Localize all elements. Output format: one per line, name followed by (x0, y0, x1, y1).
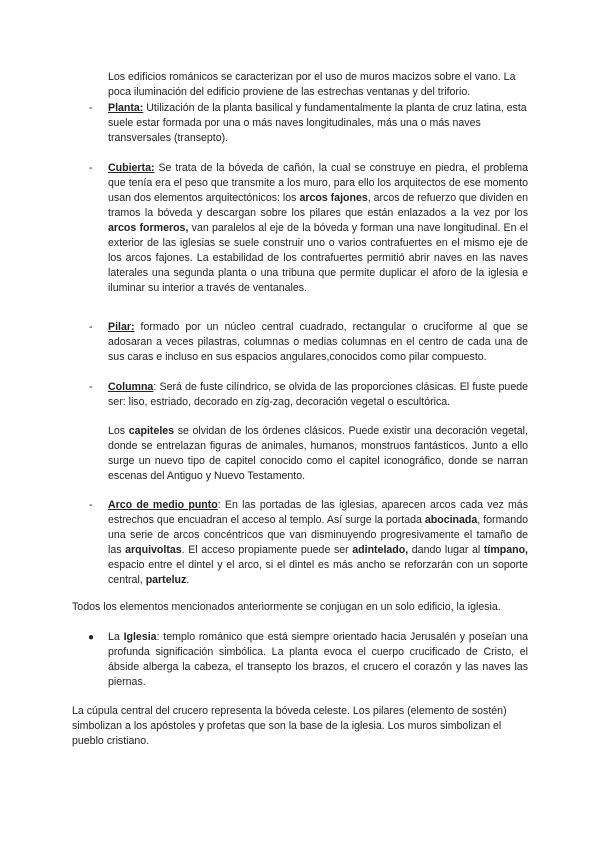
cubierta-text-3: van paralelos al eje de la bóveda y forman una nave longitudinal. En el exterior de las iglesias se suele construir uno o varios contrafuertes en el mismo eje de los arcos fajones. La estabilidad de los contrafuertes permitió abrir naves en las naves laterales una segunda planta o una tribuna que permite duplicar el aforo de la iglesia e iluminar su interior a través de ventanales. (108, 222, 529, 294)
summary-paragraph (72, 600, 528, 615)
bullet-marker-iglesia: ● (88, 632, 95, 643)
bold-abocinada: abocinada (424, 514, 478, 526)
columna-text: : Será de fuste cilíndrico, se olvida de las proporciones clásicas. El fuste puede ser: liso, estriado, decorado en zig-zag, decoración vegetal o escultórica. (108, 381, 528, 408)
closing-paragraph (72, 704, 528, 749)
item-cubierta (108, 161, 528, 296)
cubierta-text-2: , arcos de refuerzo que dividen en tramos la bóveda y descargan sobre los pilares que están enlazados a la vez por los (108, 192, 528, 219)
list-marker-cubierta: - (89, 162, 93, 174)
arco-text-6: . (186, 574, 190, 586)
iglesia-text-0: La (108, 631, 124, 643)
pilar-text: formado por un núcleo central cuadrado, rectangular o cruciforme al que se adosaran a veces pilastras, columnas o medias columnas en el centro de cada una de sus caras e incluso en sus espacios angulares,conocidos como pilar compuesto. (108, 321, 528, 363)
list-marker-arco: - (89, 499, 93, 511)
bold-arcos-fajones: arcos fajones (299, 192, 368, 204)
capiteles-text-2: se olvidan de los órdenes clásicos. Puede existir una decoración vegetal, donde se entrelazan figuras de animales, humanos, monstruos fantásticos. Junto a ello surge un nuevo tipo de capitel conocido como el capitel iconográfico, donde se narran escenas del Antiguo y Nuevo Testamento. (108, 425, 528, 482)
summary-text: Todos los elementos mencionados anteriormente se conjugan en un solo edificio, la iglesia. (72, 601, 501, 613)
bold-capiteles: capiteles (128, 425, 175, 437)
term-columna: Columna (108, 381, 154, 393)
planta-text: Utilización de la planta basilical y fundamentalmente la planta de cruz latina, esta suele estar formada por una o más naves longitudinales, más una o más naves transversales (transepto). (108, 102, 527, 144)
bold-parteluz: parteluz (145, 574, 187, 586)
item-columna (108, 380, 528, 410)
item-arco (108, 498, 528, 588)
list-marker-pilar: - (89, 321, 93, 333)
arco-text-4: dando lugar al (408, 544, 484, 556)
term-cubierta: Cubierta: (108, 162, 155, 174)
bold-arcos-formeros: arcos formeros, (108, 222, 189, 234)
item-iglesia (108, 630, 528, 690)
closing-text: La cúpula central del crucero representa la bóveda celeste. Los pilares (elemento de sostén) simbolizan a los apóstoles y profetas que son la base de la iglesia. Los muros simbolizan el pueblo cristiano. (72, 705, 507, 747)
iglesia-text-1: : templo románico que está siempre orientado hacia Jerusalén y poseían una profunda significación simbólica. La planta evoca el cuerpo crucificado de Cristo, el ábside alberga la cabeza, el transepto los brazos, el crucero el corazón y las naves las piernas. (108, 631, 528, 688)
bold-iglesia: Iglesia (123, 631, 157, 643)
list-marker-columna: - (89, 381, 93, 393)
bold-arquivoltas: arquivoltas (125, 544, 182, 556)
arco-text-1: : En las portadas de las iglesias, aparecen arcos cada vez más estrechos que encuadran el acceso al templo. Así surge la portada (108, 499, 528, 526)
arco-text-5: espacio entre el dintel y el arco, si el dintel es más ancho se reforzarán con un soporte central, (108, 559, 528, 586)
capiteles-paragraph (108, 424, 528, 484)
intro-text: Los edificios románicos se caracterizan por el uso de muros macizos sobre el vano. La poca iluminación del edificio proviene de las estrechas ventanas y del triforio. (108, 71, 516, 98)
item-planta (108, 101, 528, 146)
term-arco-medio-punto: Arco de medio punto (108, 499, 218, 511)
intro-paragraph (108, 70, 528, 100)
capiteles-text-1: Los (108, 425, 129, 437)
cubierta-text-1: Se trata de la bóveda de cañón, la cual se construye en piedra, el problema que tenía era el peso que transmite a los muro, para ello los arquitectos de ese momento usan dos elementos arquitectónicos: los (108, 162, 528, 204)
term-planta: Planta: (108, 102, 144, 114)
list-marker-planta: - (89, 102, 93, 114)
term-pilar: Pilar: (108, 321, 135, 333)
arco-text-2: , formando una serie de arcos concéntricos que van disminuyendo progresivamente el tamaño de las (108, 514, 528, 556)
item-pilar (108, 320, 528, 365)
bold-timpano: tímpano, (483, 544, 528, 556)
arco-text-3: . El acceso propiamente puede ser (181, 544, 353, 556)
bold-adintelado: adintelado, (352, 544, 409, 556)
